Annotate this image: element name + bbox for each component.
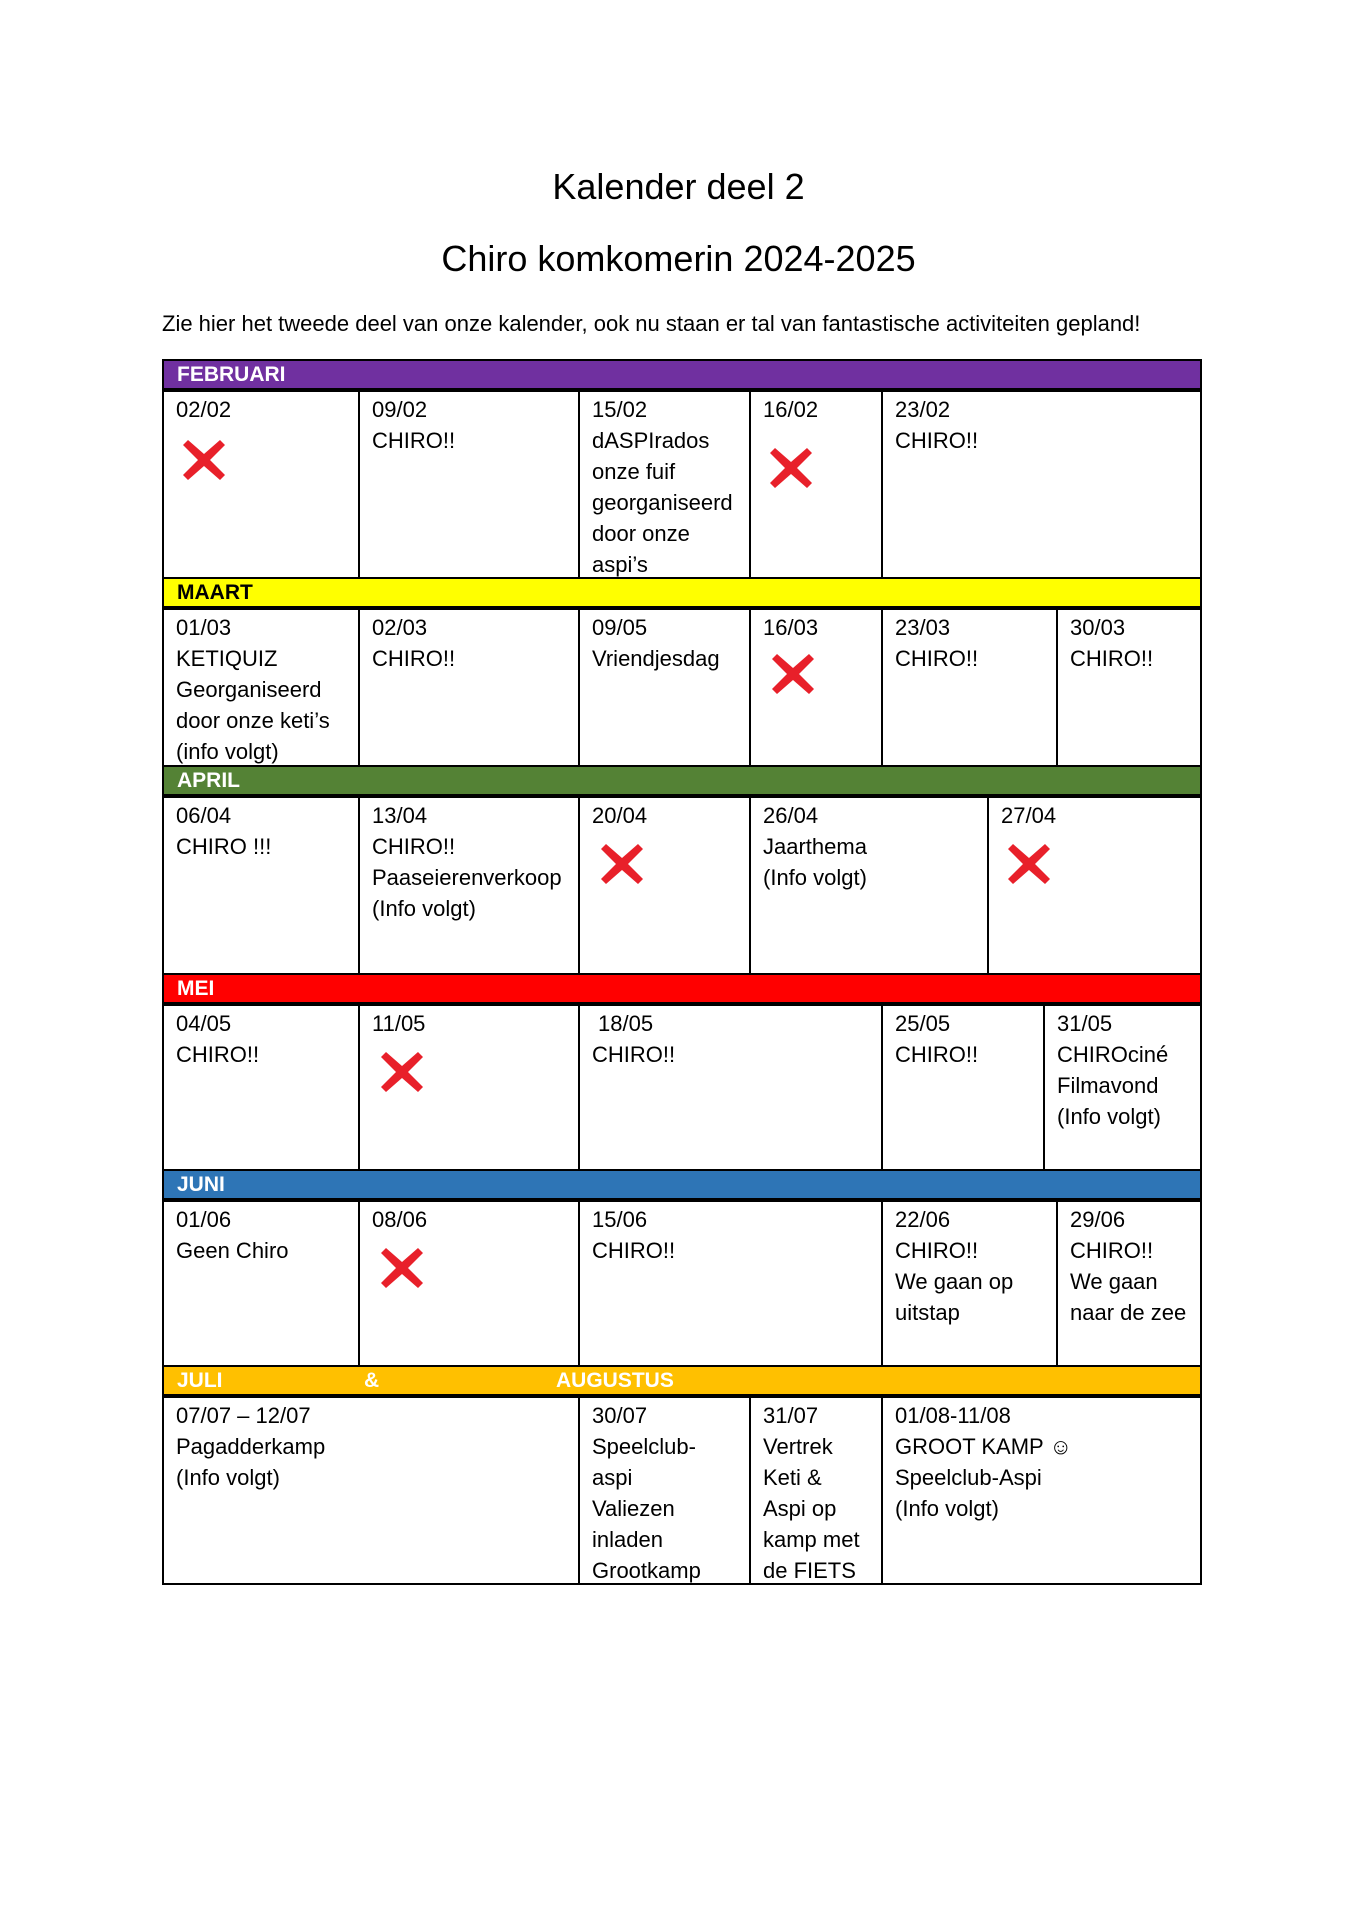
- cell-activity: (Info volgt): [176, 1465, 280, 1490]
- cell-activity: CHIRO!!: [1070, 646, 1154, 671]
- calendar-cell-2302: [881, 390, 1202, 579]
- cell-activity: Vertrek: [763, 1434, 833, 1459]
- cell-activity: uitstap: [895, 1300, 960, 1325]
- calendar-cell-0905: [578, 608, 751, 767]
- page-title: Kalender deel 2: [552, 166, 805, 207]
- cell-activity: door onze: [592, 521, 690, 546]
- cell-date: 22/06: [895, 1207, 951, 1232]
- cell-activity: Aspi op: [763, 1496, 837, 1521]
- cell-date: 06/04: [176, 803, 232, 828]
- intro-text: Zie hier het tweede deel van onze kalender, ook nu staan er tal van fantastische activiteiten gepland!: [162, 311, 1141, 336]
- month-label-februari: FEBRUARI: [177, 363, 286, 386]
- cell-date: 20/04: [592, 803, 648, 828]
- cell-activity: CHIRO!!: [592, 1042, 676, 1067]
- cell-activity: de FIETS: [763, 1558, 856, 1583]
- cell-activity: door onze keti’s: [176, 708, 330, 733]
- cell-activity: Paaseierenverkoop: [372, 865, 562, 890]
- calendar-cell-0103: [162, 608, 360, 767]
- month-band-juli-augustus: [162, 1365, 1202, 1396]
- cancelled-x-icon: [378, 1244, 426, 1292]
- cancelled-x-icon: [1005, 840, 1053, 888]
- cell-activity: (Info volgt): [372, 896, 476, 921]
- cell-date: 01/06: [176, 1207, 232, 1232]
- cell-activity: (Info volgt): [1057, 1104, 1161, 1129]
- cell-activity: aspi: [592, 1465, 633, 1490]
- cell-date: 30/03: [1070, 615, 1126, 640]
- cell-date: 15/02: [592, 397, 648, 422]
- cell-activity: aspi’s: [592, 552, 648, 577]
- cell-date: 08/06: [372, 1207, 428, 1232]
- cell-activity: We gaan: [1070, 1269, 1158, 1294]
- calendar-cell-1506: [578, 1200, 883, 1367]
- cell-date: 11/05: [372, 1011, 426, 1036]
- cell-activity: dASPIrados: [592, 428, 710, 453]
- cell-activity: CHIRO!!: [592, 1238, 676, 1263]
- cancelled-x-icon: [767, 444, 815, 492]
- calendar-cell-0806: [358, 1200, 580, 1367]
- month-label-mei: MEI: [177, 977, 215, 1000]
- calendar-cell-0106: [162, 1200, 360, 1367]
- calendar-cell-1502: [578, 390, 751, 579]
- month-band-juni: [162, 1169, 1202, 1200]
- month-band-april: [162, 765, 1202, 796]
- cell-date: 31/07: [763, 1403, 819, 1428]
- cell-date: 01/08-11/08: [895, 1403, 1011, 1428]
- cell-activity: We gaan op: [895, 1269, 1014, 1294]
- cell-activity: CHIROciné: [1057, 1042, 1169, 1067]
- cell-activity: CHIRO!!: [895, 1238, 979, 1263]
- cell-activity: Speelclub-Aspi: [895, 1465, 1042, 1490]
- cell-date: 26/04: [763, 803, 819, 828]
- cell-activity: KETIQUIZ: [176, 646, 278, 671]
- calendar-cell-2004: [578, 796, 751, 975]
- calendar-cell-3003: [1056, 608, 1202, 767]
- month-label-juli: JULI: [177, 1369, 223, 1392]
- cell-activity: Georganiseerd: [176, 677, 322, 702]
- cancelled-x-icon: [180, 436, 228, 484]
- month-band-mei: [162, 973, 1202, 1004]
- calendar-cell-0405: [162, 1004, 360, 1171]
- cell-activity: CHIRO!!: [176, 1042, 260, 1067]
- cancelled-x-icon: [378, 1048, 426, 1096]
- cell-activity: Geen Chiro: [176, 1238, 289, 1263]
- cell-activity: CHIRO!!: [895, 428, 979, 453]
- month-label-amp: &: [364, 1369, 380, 1392]
- cell-activity: Jaarthema: [763, 834, 867, 859]
- cell-activity: Filmavond: [1057, 1073, 1159, 1098]
- cell-activity: Keti &: [763, 1465, 822, 1490]
- month-band-februari: [162, 359, 1202, 390]
- calendar-cell-3107: [749, 1396, 883, 1585]
- month-label-augustus: AUGUSTUS: [556, 1369, 674, 1392]
- month-label-juni: JUNI: [177, 1173, 225, 1196]
- cell-activity: CHIRO!!: [1070, 1238, 1154, 1263]
- cell-activity: Grootkamp: [592, 1558, 701, 1583]
- cell-date: 31/05: [1057, 1011, 1113, 1036]
- cell-date: 16/02: [763, 397, 819, 422]
- calendar-cell-1105: [358, 1004, 580, 1171]
- cell-date: 02/03: [372, 615, 428, 640]
- cell-date: 09/05: [592, 615, 648, 640]
- cell-date: 23/03: [895, 615, 951, 640]
- cell-activity: Vriendjesdag: [592, 646, 720, 671]
- calendar-cell-2303: [881, 608, 1058, 767]
- cell-date: 04/05: [176, 1011, 232, 1036]
- cell-date: 16/03: [763, 615, 819, 640]
- cell-activity: naar de zee: [1070, 1300, 1187, 1325]
- cell-activity: (Info volgt): [895, 1496, 999, 1521]
- calendar-cell-1603: [749, 608, 883, 767]
- calendar-cell-2505: [881, 1004, 1045, 1171]
- cell-date: 13/04: [372, 803, 428, 828]
- cell-activity: CHIRO !!!: [176, 834, 272, 859]
- calendar-cell-0902: [358, 390, 580, 579]
- calendar-cell-1602: [749, 390, 883, 579]
- cell-date: 07/07 – 12/07: [176, 1403, 311, 1428]
- cell-activity: GROOT KAMP ☺: [895, 1434, 1072, 1459]
- cell-date: 29/06: [1070, 1207, 1126, 1232]
- cell-activity: CHIRO!!: [372, 646, 456, 671]
- cell-date: 02/02: [176, 397, 232, 422]
- cell-date: 27/04: [1001, 803, 1057, 828]
- month-label-april: APRIL: [177, 769, 240, 792]
- month-band-maart: [162, 577, 1202, 608]
- cell-date: 15/06: [592, 1207, 648, 1232]
- cell-date: 09/02: [372, 397, 428, 422]
- cell-activity: Speelclub-: [592, 1434, 696, 1459]
- cancelled-x-icon: [598, 840, 646, 888]
- cell-activity: georganiseerd: [592, 490, 733, 515]
- cell-activity: CHIRO!!: [372, 428, 456, 453]
- cell-date: 18/05: [598, 1011, 654, 1036]
- calendar-cell-2704: [987, 796, 1202, 975]
- calendar-cell-0604: [162, 796, 360, 975]
- cell-activity: kamp met: [763, 1527, 860, 1552]
- calendar-cell-0202: [162, 390, 360, 579]
- cancelled-x-icon: [769, 650, 817, 698]
- calendar-cell-1805: [578, 1004, 883, 1171]
- calendar-cell-0203: [358, 608, 580, 767]
- cell-activity: Valiezen: [592, 1496, 675, 1521]
- cell-activity: (Info volgt): [763, 865, 867, 890]
- cell-activity: (info volgt): [176, 739, 279, 764]
- calendar-cell-1304: [358, 796, 580, 975]
- calendar-cell-2906: [1056, 1200, 1202, 1367]
- cell-date: 01/03: [176, 615, 232, 640]
- cell-date: 25/05: [895, 1011, 951, 1036]
- cell-activity: onze fuif: [592, 459, 676, 484]
- calendar-cell-3105: [1043, 1004, 1202, 1171]
- page-subtitle: Chiro komkomerin 2024-2025: [441, 238, 916, 279]
- cell-activity: inladen: [592, 1527, 663, 1552]
- cell-activity: CHIRO!!: [895, 646, 979, 671]
- calendar-cell-2604: [749, 796, 989, 975]
- calendar-cell-0108-1108: [881, 1396, 1202, 1585]
- month-label-maart: MAART: [177, 581, 253, 604]
- calendar-cell-3007: [578, 1396, 751, 1585]
- cell-date: 30/07: [592, 1403, 648, 1428]
- calendar-cell-0707-1207: [162, 1396, 580, 1585]
- cell-activity: Pagadderkamp: [176, 1434, 326, 1459]
- cell-activity: CHIRO!!: [895, 1042, 979, 1067]
- cell-date: 23/02: [895, 397, 951, 422]
- calendar-cell-2206: [881, 1200, 1058, 1367]
- cell-activity: CHIRO!!: [372, 834, 456, 859]
